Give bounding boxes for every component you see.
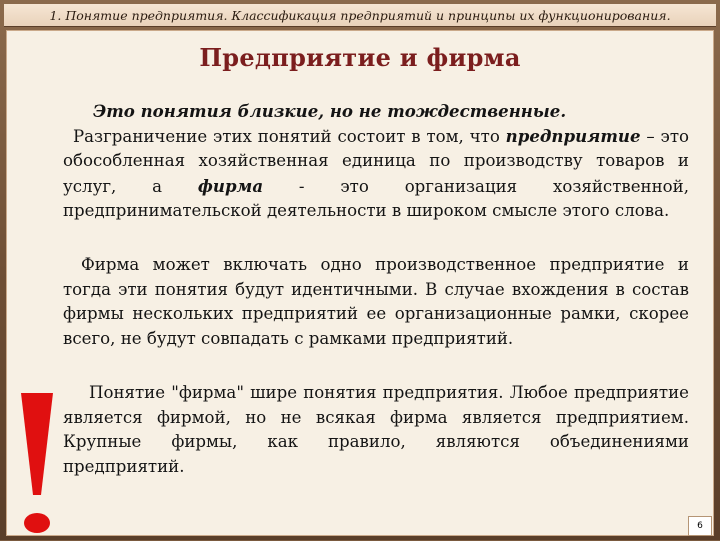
exclamation-mark-icon bbox=[19, 391, 55, 541]
paragraph-definitions bbox=[63, 99, 689, 224]
page-number: 6 bbox=[688, 516, 712, 536]
paragraph-firm-composition bbox=[63, 253, 689, 351]
paragraph-firm-broader bbox=[63, 381, 689, 479]
definition-text-start: Разграничение этих понятий состоит в том, что bbox=[73, 126, 506, 146]
term-firm: фирма bbox=[197, 175, 264, 196]
intro-line: Это понятия близкие, но не тождественные. bbox=[93, 101, 567, 121]
definition-paragraph bbox=[63, 124, 689, 224]
term-enterprise: предприятие bbox=[505, 125, 641, 146]
header-bar bbox=[4, 4, 716, 27]
slide-title: Предприятие и фирма bbox=[199, 43, 521, 72]
content-panel bbox=[6, 30, 714, 536]
definition-text-end: - это организация хозяйственной, предпринимательской деятельности в широком смысле этого слова. bbox=[63, 176, 690, 221]
firm-composition-text: Фирма может включать одно производственное предприятие и тогда эти понятия будут идентичными. В случае вхождения в состав фирмы нескольких предприятий ее организационные рамки, скорее всего, не будут совпадать с рамками предприятий. bbox=[63, 255, 689, 348]
firm-broader-text: Понятие "фирма" шире понятия предприятия. Любое предприятие является фирмой, но не всякая фирма является предприятием. Крупные фирмы, как правило, являются объединениями предприятий. bbox=[63, 383, 689, 476]
definition-text-middle: – это обособленная хозяйственная единица по производству товаров и услуг, а bbox=[63, 126, 690, 196]
header-text: 1. Понятие предприятия. Классификация предприятий и принципы их функционирования. bbox=[49, 7, 671, 23]
